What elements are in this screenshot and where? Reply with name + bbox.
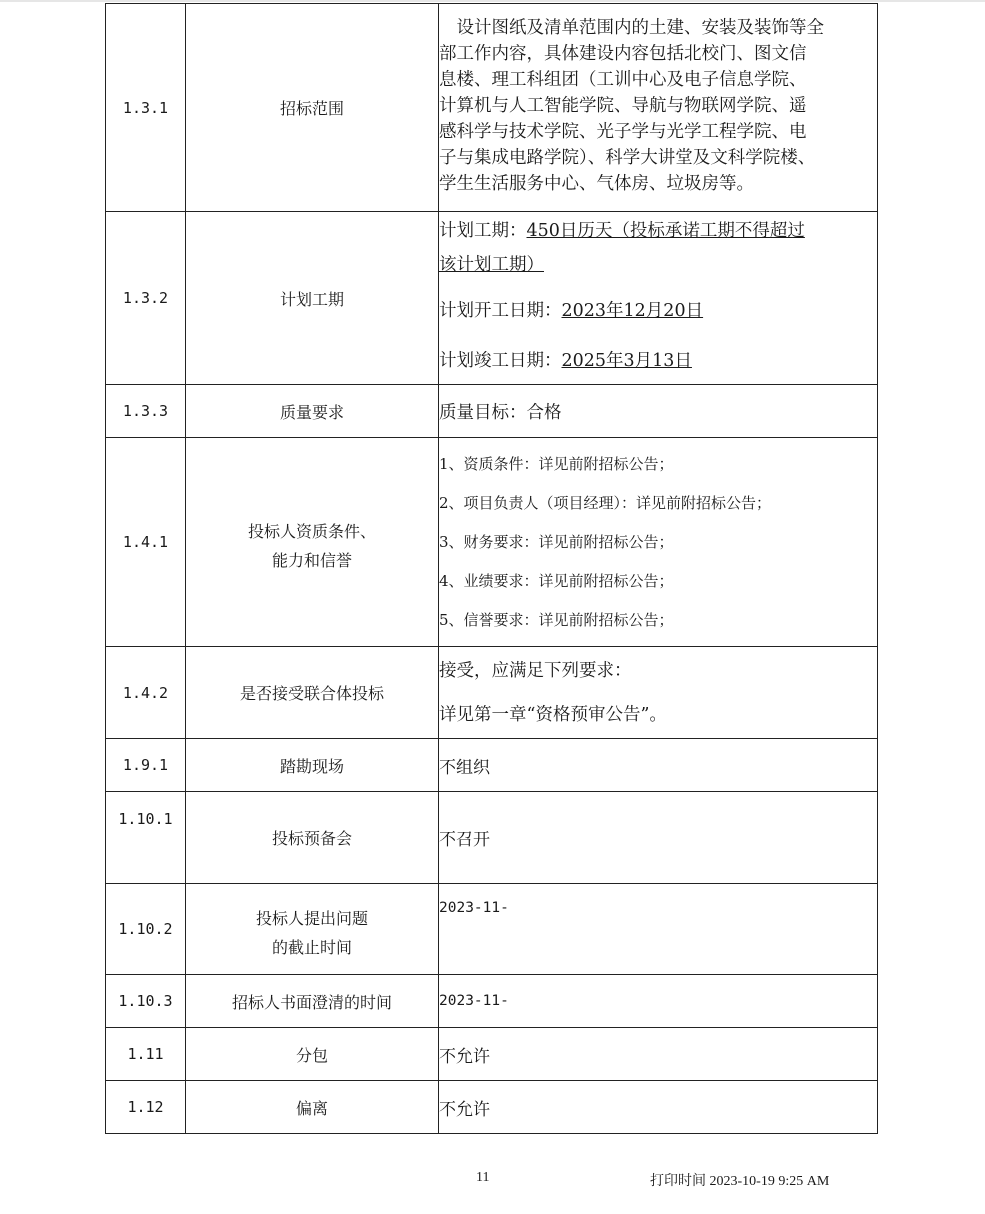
- print-timestamp: 打印时间 2023-10-19 9:25 AM: [650, 1174, 830, 1189]
- table-row: [106, 739, 878, 792]
- clause-number: 1.3.1: [106, 4, 186, 212]
- clause-content: 不允许: [439, 1081, 878, 1134]
- clause-content: [439, 4, 878, 212]
- table-row: [106, 1028, 878, 1081]
- clause-number: 1.4.1: [106, 438, 186, 647]
- clause-name: 投标人资质条件、 能力和信誉: [186, 438, 439, 647]
- clause-content: 不召开: [439, 792, 878, 884]
- table-row: [106, 975, 878, 1028]
- clause-name: 偏离: [186, 1081, 439, 1134]
- list-item: 4、业绩要求：详见前附招标公告；: [439, 571, 674, 590]
- list-item: 1、资质条件：详见前附招标公告；: [439, 454, 674, 473]
- clause-number: 1.10.2: [106, 884, 186, 975]
- clause-name: 计划工期: [186, 212, 439, 385]
- list-item: 3、财务要求：详见前附招标公告；: [439, 532, 674, 551]
- clause-number: 1.3.3: [106, 385, 186, 438]
- bid-data-table: [105, 3, 878, 1134]
- page-number: 11: [476, 1170, 490, 1185]
- clause-number: 1.12: [106, 1081, 186, 1134]
- planned-period: 计划工期：450日历天（投标承诺工期不得超过 该计划工期）: [439, 221, 805, 275]
- planned-start-date: 计划开工日期：2023年12月20日: [439, 301, 704, 321]
- clause-number: 1.10.3: [106, 975, 186, 1028]
- top-border: [0, 0, 985, 2]
- clause-content: 质量目标：合格: [439, 385, 878, 438]
- clause-content: [439, 212, 878, 385]
- clause-name: 招标人书面澄清的时间: [186, 975, 439, 1028]
- planned-end-date: 计划竣工日期：2025年3月13日: [439, 351, 692, 371]
- clause-content: [439, 438, 878, 647]
- clause-content: 2023-11-: [439, 975, 878, 1028]
- scope-text: 设计图纸及清单范围内的土建、安装及装饰等全 部工作内容，具体建设内容包括北校门、图文信 息楼、理工科组团（工训中心及电子信息学院、 计算机与人工智能学院、导航与物联网学院、遥 感科学与技术学院、光子学与光学工程学院、电 子与集成电路学院）、科学大讲堂及文科学院楼、 学生生活服务中心、气体房、垃圾房等。: [439, 17, 824, 194]
- table-row: [106, 884, 878, 975]
- table-row: [106, 438, 878, 647]
- table-row: [106, 647, 878, 739]
- table-row: [106, 385, 878, 438]
- clause-number: 1.11: [106, 1028, 186, 1081]
- clause-number: 1.3.2: [106, 212, 186, 385]
- table-row: [106, 792, 878, 884]
- table-row: [106, 1081, 878, 1134]
- list-item: 2、项目负责人（项目经理）：详见前附招标公告；: [439, 493, 772, 512]
- clause-name: 招标范围: [186, 4, 439, 212]
- list-item: 5、信誉要求：详见前附招标公告；: [439, 610, 674, 629]
- clause-content: 不组织: [439, 739, 878, 792]
- clause-name: 质量要求: [186, 385, 439, 438]
- clause-number: 1.10.1: [106, 792, 186, 884]
- clause-name: 分包: [186, 1028, 439, 1081]
- clause-name: 踏勘现场: [186, 739, 439, 792]
- table-row: [106, 4, 878, 212]
- clause-number: 1.4.2: [106, 647, 186, 739]
- clause-name: 投标人提出问题 的截止时间: [186, 884, 439, 975]
- clause-content: 接受，应满足下列要求： 详见第一章“资格预审公告”。: [439, 647, 878, 739]
- clause-content: 不允许: [439, 1028, 878, 1081]
- clause-number: 1.9.1: [106, 739, 186, 792]
- clause-content: 2023-11-: [439, 884, 878, 975]
- table-row: [106, 212, 878, 385]
- clause-name: 投标预备会: [186, 792, 439, 884]
- clause-name: 是否接受联合体投标: [186, 647, 439, 739]
